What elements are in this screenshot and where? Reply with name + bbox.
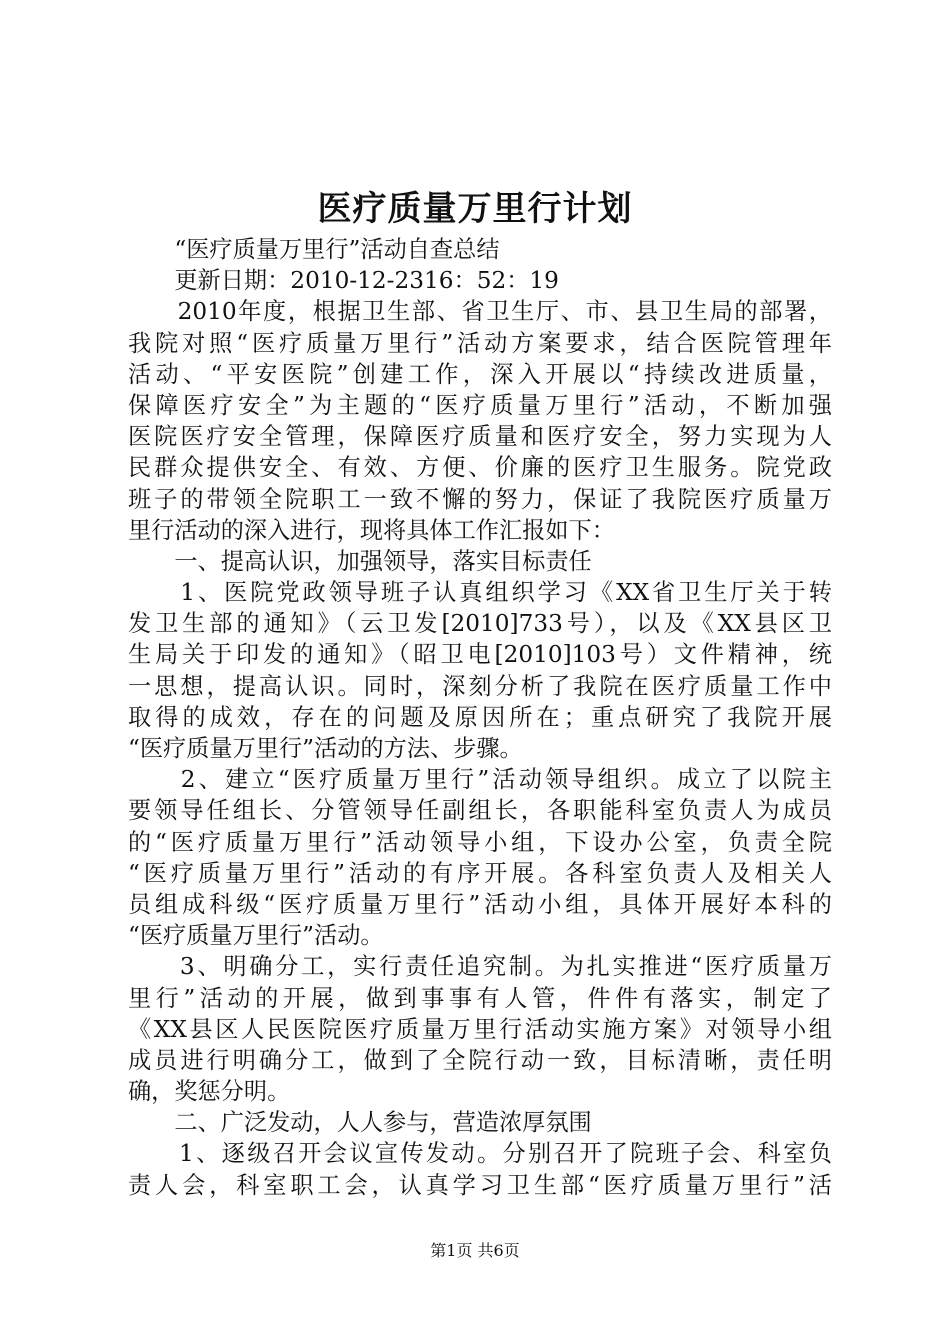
text-line: 《XX县区人民医院医疗质量万里行活动实施方案》对领导小组 xyxy=(128,1015,832,1043)
text-line: 取得的成效，存在的问题及原因所在；重点研究了我院开展 xyxy=(128,703,832,731)
text-line: 要领导任组长、分管领导任副组长，各职能科室负责人为成员 xyxy=(128,797,832,825)
text-line: 确，奖惩分明。 xyxy=(128,1078,291,1106)
text-line: 2、建立“医疗质量万里行”活动领导组织。成立了以院主 xyxy=(128,766,832,794)
text-line: “医疗质量万里行”活动的有序开展。各科室负责人及相关人 xyxy=(128,859,832,887)
text-line: 一思想，提高认识。同时，深刻分析了我院在医疗质量工作中 xyxy=(128,672,832,700)
text-line: 班子的带领全院职工一致不懈的努力，保证了我院医疗质量万 xyxy=(128,485,832,513)
text-line: 一、提高认识，加强领导，落实目标责任 xyxy=(128,547,592,575)
text-line: 二、广泛发动，人人参与，营造浓厚氛围 xyxy=(128,1109,592,1137)
text-line: 成员进行明确分工，做到了全院行动一致，目标清晰，责任明 xyxy=(128,1046,832,1074)
text-line: 里行活动的深入进行，现将具体工作汇报如下： xyxy=(128,516,615,544)
text-line: 员组成科级“医疗质量万里行”活动小组，具体开展好本科的 xyxy=(128,890,832,918)
text-line: “医疗质量万里行”活动的方法、步骤。 xyxy=(128,735,523,762)
text-line: 的“医疗质量万里行”活动领导小组，下设办公室，负责全院 xyxy=(128,828,832,856)
document-body xyxy=(128,234,832,1201)
text-line: 生局关于印发的通知》（昭卫电[2010]103号）文件精神，统 xyxy=(128,641,832,669)
page-footer: 第1页 共6页 xyxy=(430,1241,520,1260)
text-line: 民群众提供安全、有效、方便、价廉的医疗卫生服务。院党政 xyxy=(128,454,832,482)
text-line: 活动、“平安医院”创建工作，深入开展以“持续改进质量， xyxy=(128,360,832,388)
text-line: 3、明确分工，实行责任追究制。为扎实推进“医疗质量万 xyxy=(128,953,832,981)
text-line: 里行”活动的开展，做到事事有人管，件件有落实，制定了 xyxy=(128,984,832,1012)
text-line: 责人会，科室职工会，认真学习卫生部“医疗质量万里行”活 xyxy=(128,1171,832,1199)
text-line: 发卫生部的通知》（云卫发[2010]733号），以及《XX县区卫 xyxy=(128,610,832,638)
text-line: 更新日期：2010-12-2316：52：19 xyxy=(128,267,559,295)
text-line: 医院医疗安全管理，保障医疗质量和医疗安全，努力实现为人 xyxy=(128,423,832,451)
text-line: 1、医院党政领导班子认真组织学习《XX省卫生厅关于转 xyxy=(128,579,832,607)
text-line: 1、逐级召开会议宣传发动。分别召开了院班子会、科室负 xyxy=(128,1140,832,1168)
text-line: 我院对照“医疗质量万里行”活动方案要求，结合医院管理年 xyxy=(128,329,832,357)
text-line: “医疗质量万里行”活动自查总结 xyxy=(128,236,500,263)
text-line: 保障医疗安全”为主题的“医疗质量万里行”活动，不断加强 xyxy=(128,391,832,419)
text-line: “医疗质量万里行”活动。 xyxy=(128,922,384,950)
document-title: 医疗质量万里行计划 xyxy=(317,189,633,229)
text-line: 2010年度，根据卫生部、省卫生厅、市、县卫生局的部署， xyxy=(128,298,832,326)
